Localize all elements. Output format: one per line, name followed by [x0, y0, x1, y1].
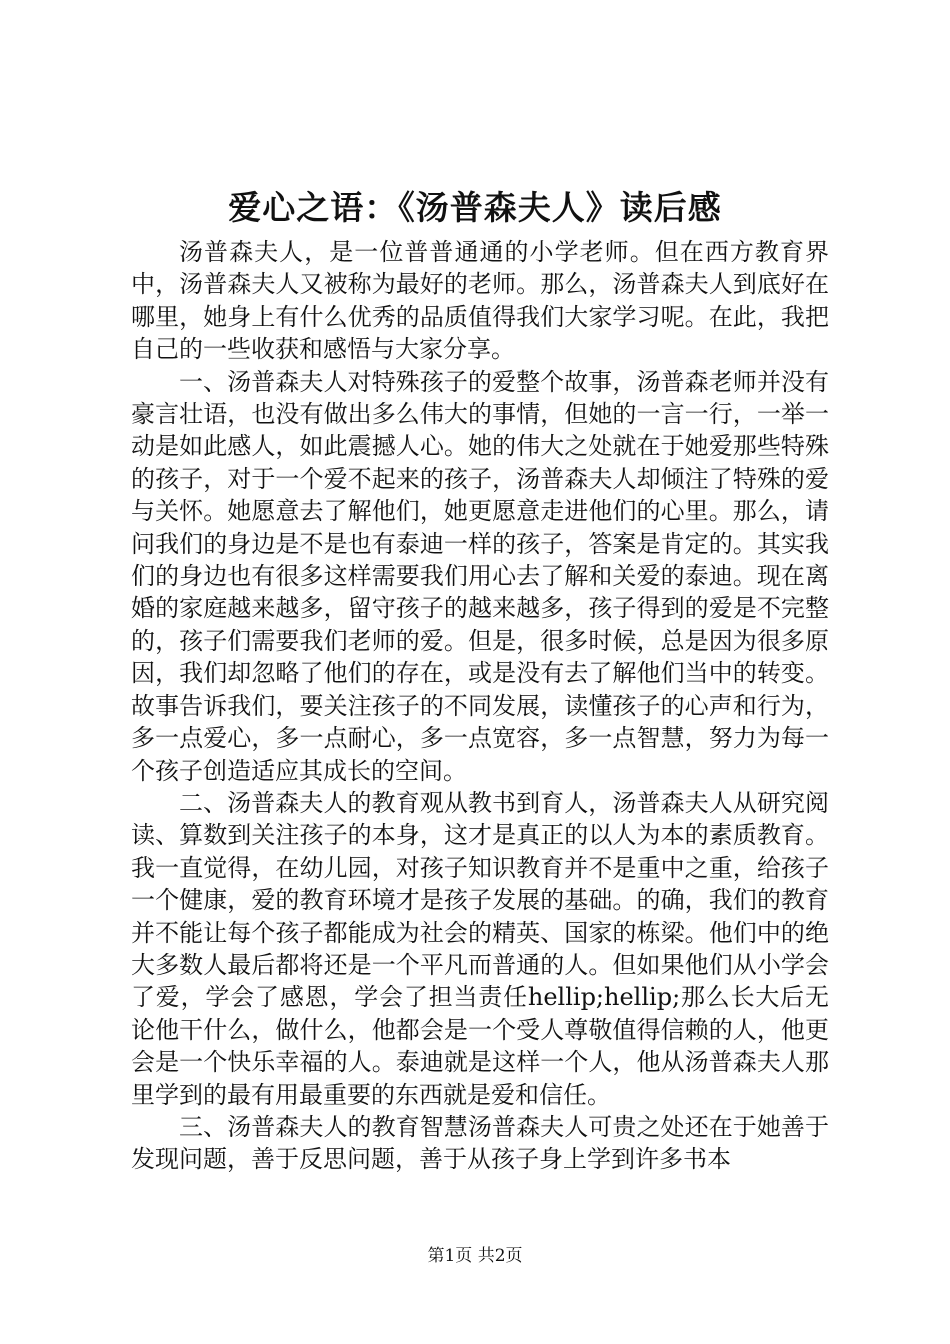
paragraph-section-2: 二、汤普森夫人的教育观从教书到育人，汤普森夫人从研究阅读、算数到关注孩子的本身，这才是真正的以人为本的素质教育。我一直觉得，在幼儿园，对孩子知识教育并不是重中之重，给孩子一个健康，爱的教育环境才是孩子发展的基础。的确，我们的教育并不能让每个孩子都能成为社会的精英、国家的栋梁。他们中的绝大多数人最后都将还是一个平凡而普通的人。但如果他们从小学会了爱，学会了感恩，学会了担当责任hellip;hellip;那么长大后无论他干什么，做什么，他都会是一个受人尊敬值得信赖的人，他更会是一个快乐幸福的人。泰迪就是这样一个人，他从汤普森夫人那里学到的最有用最重要的东西就是爱和信任。: [131, 788, 829, 1109]
document-title: 爱心之语：《汤普森夫人》读后感: [228, 188, 722, 227]
paragraph-section-3: 三、汤普森夫人的教育智慧汤普森夫人可贵之处还在于她善于发现问题，善于反思问题，善于从孩子身上学到许多书本: [131, 1112, 829, 1174]
document-body: [131, 236, 829, 1176]
paragraph-intro: 汤普森夫人，是一位普普通通的小学老师。但在西方教育界中，汤普森夫人又被称为最好的老师。那么，汤普森夫人到底好在哪里，她身上有什么优秀的品质值得我们大家学习呢。在此，我把自己的一些收获和感悟与大家分享。: [131, 238, 829, 364]
page-footer: 第1页 共2页: [427, 1246, 523, 1266]
paragraph-section-1: 一、汤普森夫人对特殊孩子的爱整个故事，汤普森老师并没有豪言壮语，也没有做出多么伟大的事情，但她的一言一行，一举一动是如此感人，如此震撼人心。她的伟大之处就在于她爱那些特殊的孩子，对于一个爱不起来的孩子，汤普森夫人却倾注了特殊的爱与关怀。她愿意去了解他们，她更愿意走进他们的心里。那么，请问我们的身边是不是也有泰迪一样的孩子，答案是肯定的。其实我们的身边也有很多这样需要我们用心去了解和关爱的泰迪。现在离婚的家庭越来越多，留守孩子的越来越多，孩子得到的爱是不完整的，孩子们需要我们老师的爱。但是，很多时候，总是因为很多原因，我们却忽略了他们的存在，或是没有去了解他们当中的转变。故事告诉我们，要关注孩子的不同发展，读懂孩子的心声和行为，多一点爱心，多一点耐心，多一点宽容，多一点智慧，努力为每一个孩子创造适应其成长的空间。: [131, 367, 829, 785]
